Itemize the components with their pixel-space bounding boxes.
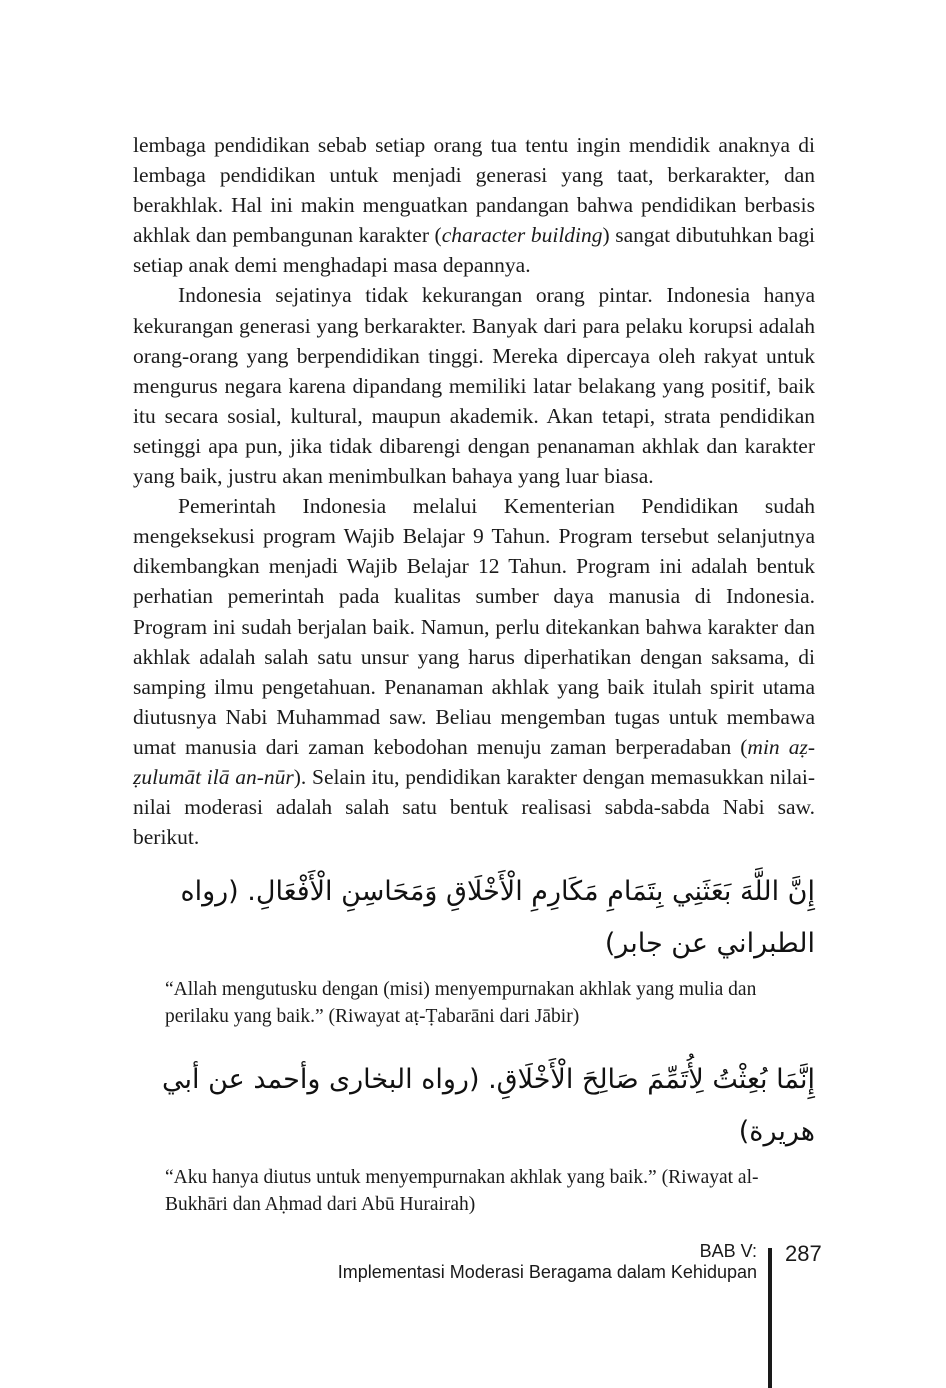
paragraph-2-text: Indonesia sejatinya tidak kekurangan orang pintar. Indonesia hanya kekurangan generasi yang berkarakter. Banyak dari para pelaku korupsi adalah orang-orang yang berpendidikan tinggi. Mereka dipercaya oleh rakyat untuk mengurus negara karena dipandang memiliki latar belakang yang positif, baik itu secara sosial, kultural, maupun akademik. Akan tetapi, strata pendidikan setinggi apa pun, jika tidak dibarengi dengan penanaman akhlak dan karakter yang baik, justru akan menimbulkan bahaya yang luar biasa. [133,283,815,489]
chapter-number-label: BAB V: [699,1241,757,1261]
hadith-1-translation: “Allah mengutusku dengan (misi) menyempurnakan akhlak yang mulia dan perilaku yang baik.” (Riwayat aṭ-Ṭabarāni dari Jābir) [165,979,757,1028]
paragraph-1-text-end: ) sangat dibutuhkan bagi setiap anak demi menghadapi masa depannya. [133,223,816,278]
paragraph-1 [133,130,815,280]
paragraph-3-text: Pemerintah Indonesia melalui Kementerian Pendidikan sudah mengeksekusi program Wajib Belajar 9 Tahun. Program tersebut selanjutnya dikembangkan menjadi Wajib Belajar 12 Tahun. Program ini adalah bentuk perhatian pemerintah pada kualitas sumber daya manusia di Indonesia. Program ini sudah berjalan baik. Namun, perlu ditekankan bahwa karakter dan akhlak adalah salah satu unsur yang harus diperhatikan dengan saksama, di samping ilmu pengetahuan. Penanaman akhlak yang baik itulah spirit utama diutusnya Nabi Muhammad saw. Beliau mengemban tugas untuk membawa umat manusia dari zaman kebodohan menuju zaman berperadaban ( [133,494,815,759]
paragraph-1-text: lembaga pendidikan sebab setiap orang tua tentu ingin mendidik anaknya di lembaga pendidikan untuk menjadi generasi yang taat, berkarakter, dan berakhlak. Hal ini makin menguatkan pandangan bahwa pendidikan berbasis akhlak dan pembangunan karakter ( [133,133,815,248]
chapter-info [197,1242,757,1283]
hadith-2-translation: “Aku hanya diutus untuk menyempurnakan akhlak yang baik.” (Riwayat al-Bukhāri dan Aḥmad dari Abū Hurairah) [165,1167,759,1216]
paragraph-3-italic: min aẓ-ẓulumāt ilā an-nūr [133,734,815,789]
paragraph-2 [133,280,815,491]
paragraph-1-italic: character building [441,223,603,248]
page-number: 287 [785,1241,822,1266]
chapter-title: Implementasi Moderasi Beragama dalam Kehidupan [337,1262,757,1282]
page-content [133,130,815,1218]
hadith-1-arabic: إِنَّ اللَّهَ بَعَثَنِي بِتَمَامِ مَكَارِمِ الْأَخْلَاقِ وَمَحَاسِنِ الْأَفْعَالِ. (رواه الطبراني عن جابر) [180,876,815,960]
paragraph-3 [133,491,815,852]
hadith-2-arabic: إِنَّمَا بُعِثْتُ لِأُتَمِّمَ صَالِحَ الْأَخْلَاقِ. (رواه البخارى وأحمد عن أبي هريرة) [162,1064,815,1148]
footer-divider-rule [768,1248,772,1388]
paragraph-3-text-end: ). Selain itu, pendidikan karakter dengan memasukkan nilai-nilai moderasi adalah salah satu bentuk realisasi sabda-sabda Nabi saw. berikut. [133,764,815,850]
